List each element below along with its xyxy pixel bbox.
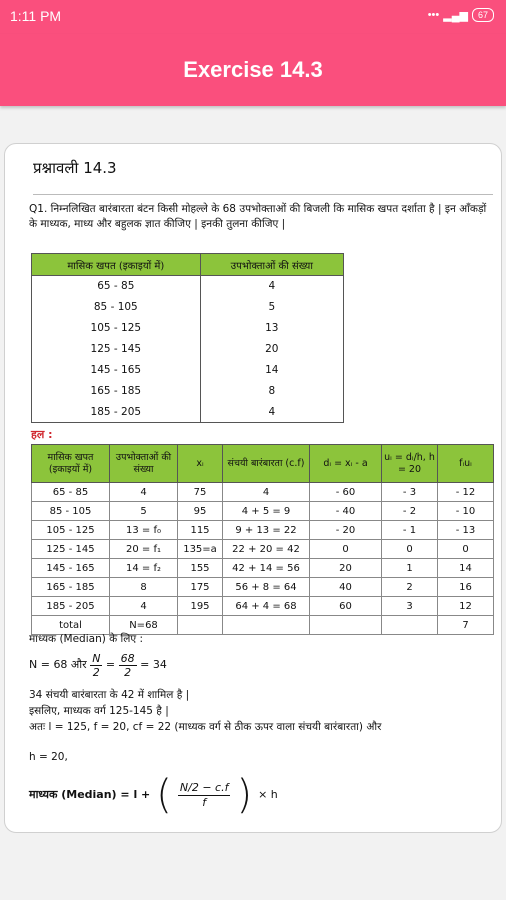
formula-fraction: [178, 781, 231, 810]
table-cell: 75: [178, 483, 223, 502]
table-cell: 1: [382, 559, 438, 578]
status-icons: [428, 8, 494, 22]
table-row: [32, 578, 494, 597]
table-cell: 20 = f₁: [110, 540, 178, 559]
table-cell: 20: [200, 339, 343, 360]
equals-sign: =: [105, 658, 116, 671]
table-cell: 56 + 8 = 64: [223, 578, 310, 597]
table-cell: 155: [178, 559, 223, 578]
table-row: [32, 381, 344, 402]
table-row: [32, 540, 494, 559]
table-cell: 4: [223, 483, 310, 502]
table-cell: - 1: [382, 521, 438, 540]
table-row: [32, 318, 344, 339]
n-line-start: N = 68 और: [29, 658, 87, 671]
table-cell: 22 + 20 = 42: [223, 540, 310, 559]
formula-tail: × h: [258, 788, 278, 801]
text-line: 34 संचयी बारंबारता के 42 में शामिल है |: [29, 689, 190, 701]
fraction-numerator: N: [92, 651, 101, 665]
table-cell: - 40: [310, 502, 382, 521]
table-cell: 4: [110, 483, 178, 502]
table-cell: 14 = f₂: [110, 559, 178, 578]
table-header: uᵢ = dᵢ/h, h = 20: [382, 445, 438, 483]
table-row: [32, 597, 494, 616]
table-cell: - 10: [438, 502, 494, 521]
table-row: [32, 559, 494, 578]
table-cell: 105 - 125: [32, 318, 201, 339]
table-cell: 105 - 125: [32, 521, 110, 540]
fraction-numerator: 68: [120, 651, 135, 665]
formula-label: माध्यक (Median) = l +: [29, 788, 151, 801]
table-header: xᵢ: [178, 445, 223, 483]
table-cell: 145 - 165: [32, 559, 110, 578]
n-line-end: = 34: [140, 658, 167, 671]
table-cell: 0: [310, 540, 382, 559]
formula-denominator: f: [202, 795, 207, 809]
status-time: 1:11 PM: [10, 8, 62, 24]
table-header: संचयी बारंबारता (c.f): [223, 445, 310, 483]
table-header: dᵢ = xᵢ - a: [310, 445, 382, 483]
status-bar: [0, 0, 506, 34]
table-cell: 14: [438, 559, 494, 578]
table-cell: - 13: [438, 521, 494, 540]
paren-close: ): [236, 772, 253, 818]
table-cell: 195: [178, 597, 223, 616]
table-cell: 165 - 185: [32, 381, 201, 402]
table-cell: 20: [310, 559, 382, 578]
table-cell: 65 - 85: [32, 483, 110, 502]
table-cell: 185 - 205: [32, 402, 201, 423]
table-cell: 2: [382, 578, 438, 597]
table-cell: 4: [110, 597, 178, 616]
table-cell: 64 + 4 = 68: [223, 597, 310, 616]
table-cell: 7: [438, 616, 494, 635]
table-cell: - 3: [382, 483, 438, 502]
table-header: मासिक खपत (इकाइयों में): [32, 254, 201, 276]
table-row: [32, 276, 344, 297]
table-header: उपभोक्ताओं की संख्या: [200, 254, 343, 276]
table-cell: 125 - 145: [32, 339, 201, 360]
n-line: [29, 648, 494, 682]
table-cell: 85 - 105: [32, 502, 110, 521]
table-cell: 8: [200, 381, 343, 402]
table-cell: 13: [200, 318, 343, 339]
table-cell: 125 - 145: [32, 540, 110, 559]
table-cell: 13 = f₀: [110, 521, 178, 540]
table-cell: - 2: [382, 502, 438, 521]
table-cell: 9 + 13 = 22: [223, 521, 310, 540]
exercise-heading: प्रश्नावली 14.3: [33, 159, 117, 177]
battery-icon: 67: [472, 8, 494, 22]
table-cell: 135=a: [178, 540, 223, 559]
dots-icon: •••: [427, 9, 440, 21]
table-cell: - 60: [310, 483, 382, 502]
text-line: इसलिए, माध्यक वर्ग 125-145 है |: [29, 705, 169, 717]
table-header: उपभोक्ताओं की संख्या: [110, 445, 178, 483]
solution-label: हल :: [31, 428, 53, 441]
table-cell: 0: [438, 540, 494, 559]
table-header: मासिक खपत (इकाइयों में): [32, 445, 110, 483]
table-cell: - 20: [310, 521, 382, 540]
table-cell: 42 + 14 = 56: [223, 559, 310, 578]
table-cell: total: [32, 616, 110, 635]
fraction-denominator: 2: [124, 665, 132, 679]
content-card: [4, 143, 502, 833]
paren-open: (: [156, 772, 172, 818]
table-cell: 175: [178, 578, 223, 597]
table-cell: 85 - 105: [32, 297, 201, 318]
median-label: माध्यक (Median) के लिए :: [29, 633, 144, 645]
fraction-68-over-2: [119, 652, 137, 679]
table-row: [32, 502, 494, 521]
table-row: [32, 339, 344, 360]
table-cell: 185 - 205: [32, 597, 110, 616]
table-header: fᵢuᵢ: [438, 445, 494, 483]
table-row: [32, 483, 494, 502]
solution-table: [31, 444, 494, 635]
table-row: [32, 360, 344, 381]
table-cell: 65 - 85: [32, 276, 201, 297]
table-cell: 165 - 185: [32, 578, 110, 597]
formula-numerator: N/2 − c.f: [179, 780, 229, 794]
divider: [33, 194, 493, 195]
table-cell: 115: [178, 521, 223, 540]
text-line: h = 20,: [29, 751, 68, 763]
table-cell: 12: [438, 597, 494, 616]
table-cell: 4: [200, 402, 343, 423]
table-cell: 60: [310, 597, 382, 616]
table-cell: 4 + 5 = 9: [223, 502, 310, 521]
text-line: अतः l = 125, f = 20, cf = 22 (माध्यक वर्ग से ठीक ऊपर वाला संचयी बारंबारता) और: [29, 721, 382, 733]
app-bar: [0, 34, 506, 106]
table-cell: 14: [200, 360, 343, 381]
table-cell: 0: [382, 540, 438, 559]
table-cell: 3: [382, 597, 438, 616]
table-row: [32, 402, 344, 423]
fraction-denominator: 2: [92, 665, 100, 679]
table-cell: 4: [200, 276, 343, 297]
table-cell: N=68: [110, 616, 178, 635]
table-cell: - 12: [438, 483, 494, 502]
frequency-table: [31, 253, 344, 423]
table-cell: 5: [200, 297, 343, 318]
signal-icon: ▂▄▆: [443, 9, 468, 22]
table-cell: 5: [110, 502, 178, 521]
page-title: Exercise 14.3: [183, 57, 323, 82]
median-formula: [29, 768, 494, 822]
table-row: [32, 521, 494, 540]
table-cell: 16: [438, 578, 494, 597]
table-cell: 40: [310, 578, 382, 597]
question-text: Q1. निम्नलिखित बारंबारता बंटन किसी मोहल्ले के 68 उपभोक्ताओं की बिजली कि मासिक खपत दर्शाता है | इन आँकड़ों के माध्यक, माध्य और बहुलक ज्ञात कीजिए | इनकी तुलना कीजिए |: [29, 203, 487, 230]
fraction-n-over-2: [90, 652, 102, 679]
table-cell: 95: [178, 502, 223, 521]
table-row: [32, 297, 344, 318]
table-cell: 8: [110, 578, 178, 597]
table-cell: 145 - 165: [32, 360, 201, 381]
